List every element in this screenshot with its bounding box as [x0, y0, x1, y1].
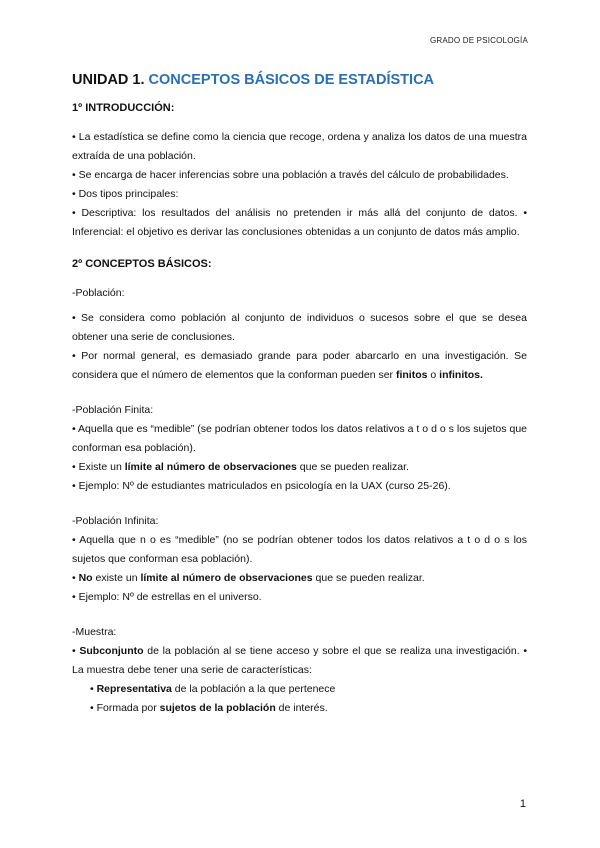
page-content	[72, 72, 527, 718]
infinita-paragraph-1: • Aquella que n o es “medible” (no se podrían obtener todos los datos relativos a t o d o s los sujetos que conforman esa población).	[72, 534, 527, 565]
finita-paragraph-1: • Aquella que es “medible” (se podrían obtener todos los datos relativos a t o d o s los sujetos que conforman esa población).	[72, 423, 527, 454]
page-number: 1	[519, 798, 526, 810]
running-header: GRADO DE PSICOLOGÍA	[429, 36, 528, 45]
muestra-paragraph-1: • Subconjunto de la población al se tiene acceso y sobre el que se realiza una investigación. • La muestra debe tener una serie de características:	[72, 645, 528, 676]
muestra-label: -Muestra:	[72, 626, 117, 638]
section-heading-intro: 1º INTRODUCCIÓN:	[72, 102, 175, 114]
unit-title-prefix: UNIDAD 1.	[72, 72, 145, 88]
infinitos-term: infinitos.	[439, 369, 483, 381]
intro-paragraph-1: • La estadística se define como la ciencia que recoge, ordena y analiza los datos de una muestra extraída de una población.	[72, 131, 527, 162]
section-heading-conceptos: 2º CONCEPTOS BÁSICOS:	[72, 258, 212, 270]
infinita-paragraph-2: • No existe un límite al número de observaciones que se pueden realizar.	[72, 572, 425, 584]
intro-paragraph-2: • Se encarga de hacer inferencias sobre una población a través del cálculo de probabilidades.	[72, 169, 509, 181]
poblacion-paragraph-2: • Por normal general, es demasiado grande para poder abarcarlo en una investigación. Se considera que el número de elementos que la conforman pueden ser finitos o infinitos.	[72, 350, 527, 381]
muestra-bullet-2: • Formada por sujetos de la población de interés.	[90, 702, 328, 714]
finita-paragraph-2: • Existe un límite al número de observaciones que se pueden realizar.	[72, 461, 409, 473]
unit-title-accent: CONCEPTOS BÁSICOS DE ESTADÍSTICA	[148, 72, 435, 88]
infinita-label: -Población Infinita:	[72, 515, 159, 527]
poblacion-paragraph-1: • Se considera como población al conjunto de individuos o sucesos sobre el que se desea obtener una serie de conclusiones.	[72, 312, 527, 343]
intro-paragraph-4: • Descriptiva: los resultados del análisis no pretenden ir más allá del conjunto de datos. • Inferencial: el objetivo es derivar las conclusiones obtenidas a un conjunto de datos más amplio.	[72, 207, 527, 238]
infinita-paragraph-3: • Ejemplo: Nº de estrellas en el universo.	[72, 591, 262, 603]
muestra-bullet-1: • Representativa de la población a la que pertenece	[90, 683, 336, 695]
poblacion-label: -Población:	[72, 287, 125, 299]
finita-label: -Población Finita:	[72, 404, 154, 416]
finitos-term: finitos	[395, 369, 428, 381]
intro-paragraph-3: • Dos tipos principales:	[72, 188, 179, 200]
unit-title	[72, 72, 527, 88]
finita-paragraph-3: • Ejemplo: Nº de estudiantes matriculados en psicología en la UAX (curso 25-26).	[72, 480, 451, 492]
